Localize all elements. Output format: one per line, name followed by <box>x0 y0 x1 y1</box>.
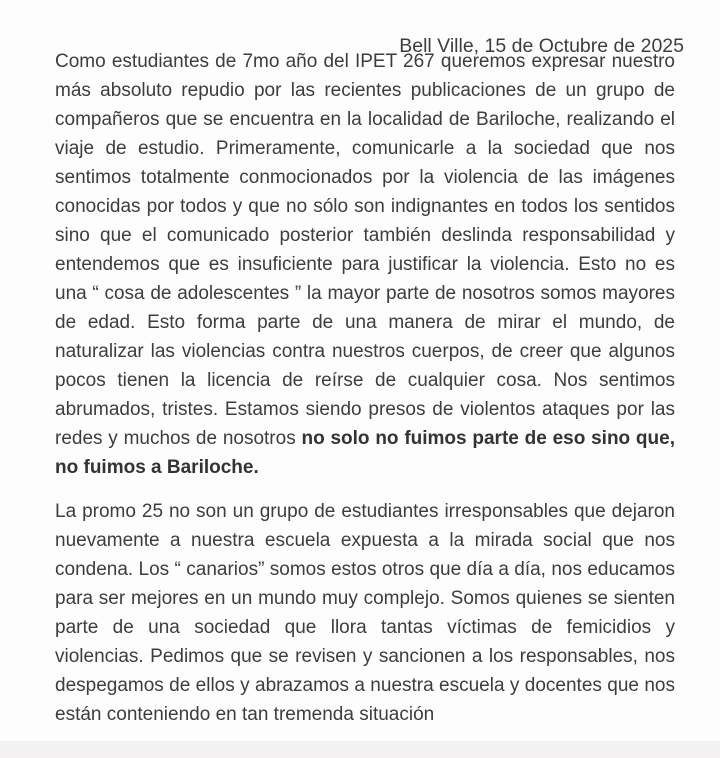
paragraph <box>55 497 675 729</box>
document-body <box>55 47 675 729</box>
body-text: La promo 25 no son un grupo de estudiantes irresponsables que dejaron nuevamente a nuestra escuela expuesta a la mirada social que nos condena. Los “ canarios” somos estos otros que día a día, nos educamos para ser mejores en un mundo muy complejo. Somos quienes se sienten parte de una sociedad que llora tantas víctimas de femicidios y violencias. Pedimos que se revisen y sancionen a los responsables, nos despegamos de ellos y abrazamos a nuestra escuela y docentes que nos están conteniendo en tan tremenda situación <box>55 501 675 725</box>
page-bottom-edge <box>0 741 720 758</box>
paragraph <box>55 47 675 482</box>
emphasized-text: no solo no fuimos parte de eso sino que, no fuimos a Bariloche. <box>55 428 675 478</box>
body-text: Como estudiantes de 7mo año del IPET 267 queremos expresar nuestro más absoluto repudio por las recientes publicaciones de un grupo de compañeros que se encuentra en la localidad de Bariloche, realizando el viaje de estudio. Primeramente, comunicarle a la sociedad que nos sentimos totalmente conmocionados por la violencia de las imágenes conocidas por todos y que no sólo son indignantes en todos los sentidos sino que el comunicado posterior también deslinda responsabilidad y entendemos que es insuficiente para justificar la violencia. Esto no es una “ cosa de adolescentes ” la mayor parte de nosotros somos mayores de edad. Esto forma parte de una manera de mirar el mundo, de naturalizar las violencias contra nuestros cuerpos, de creer que algunos pocos tienen la licencia de reírse de cualquier cosa. Nos sentimos abrumados, tristes. Estamos siendo presos de violentos ataques por las redes y muchos de nosotros <box>55 51 675 449</box>
dateline: Bell Ville, 15 de Octubre de 2025 <box>399 35 684 57</box>
